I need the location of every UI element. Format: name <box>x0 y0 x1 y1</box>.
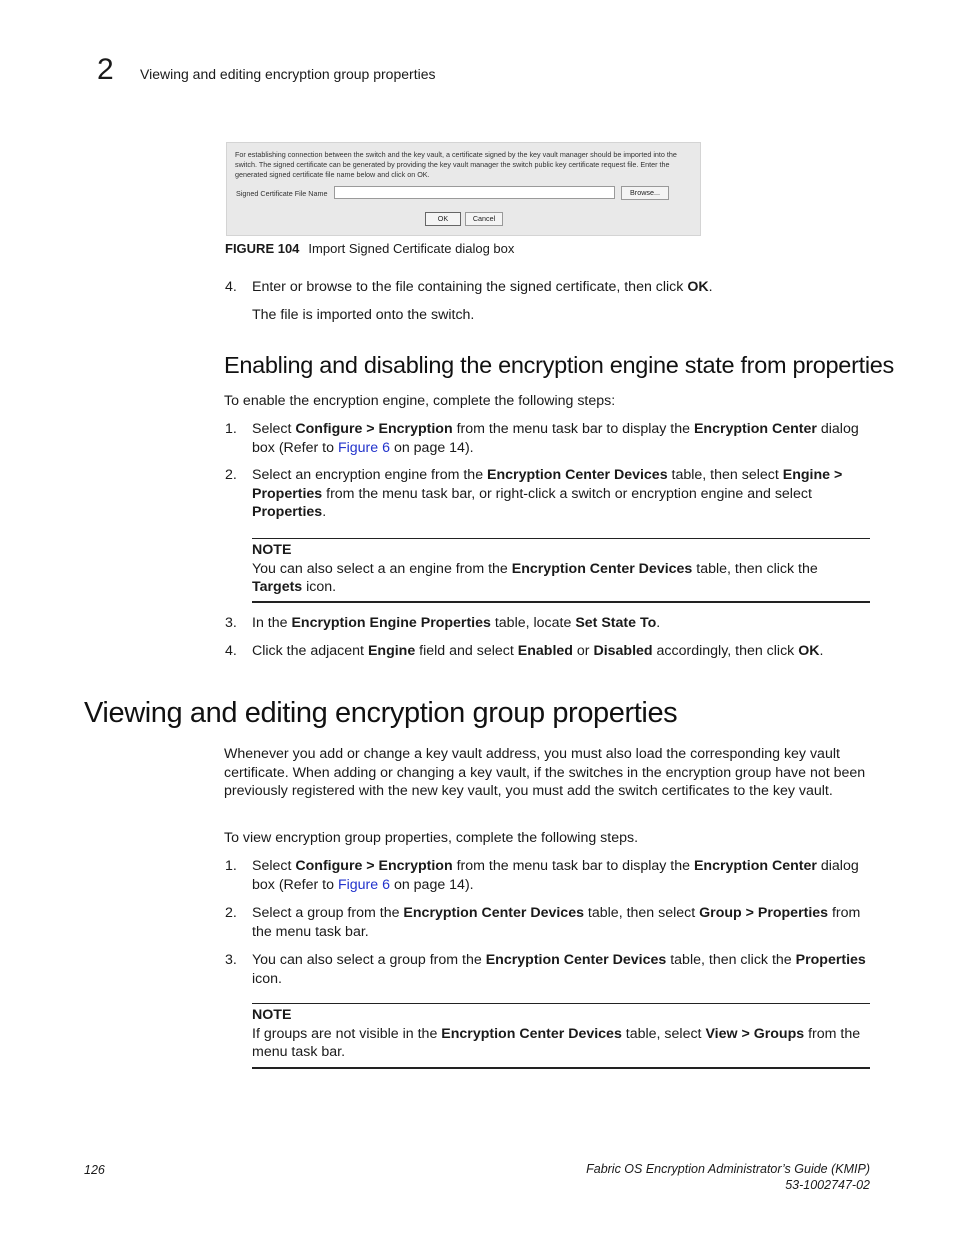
cancel-button[interactable]: Cancel <box>465 212 503 226</box>
import-certificate-dialog <box>226 142 701 236</box>
step-number: 1. <box>225 421 237 437</box>
page-number: 126 <box>84 1163 105 1177</box>
section-heading-group-properties: Viewing and editing encryption group properties <box>84 697 678 729</box>
step-text: Select a group from the Encryption Center Devices table, then select Group > Properties from the menu task bar. <box>252 905 861 940</box>
note-box <box>252 1003 870 1069</box>
file-name-input[interactable] <box>334 186 615 199</box>
note-box <box>252 538 870 603</box>
step-number: 2. <box>225 905 237 921</box>
step-text: Select Configure > Encryption from the menu task bar to display the Encryption Center dialog box (Refer to Figure 6 on page 14). <box>252 421 859 456</box>
step-number: 3. <box>225 615 237 631</box>
step-text: Select Configure > Encryption from the menu task bar to display the Encryption Center dialog box (Refer to Figure 6 on page 14). <box>252 858 859 893</box>
note-title: NOTE <box>252 542 292 558</box>
step-number: 4. <box>225 279 237 295</box>
note-title: NOTE <box>252 1007 292 1023</box>
figure-label: FIGURE 104 <box>225 241 300 256</box>
note-text: If groups are not visible in the Encryption Center Devices table, select View > Groups from the menu task bar. <box>252 1025 861 1060</box>
dialog-message: For establishing connection between the switch and the key vault, a certificate signed by the key vault manager should be imported into the switch. The signed certificate can be generated by providing the key vault manager the switch public key certificate request file. Enter the generated signed certificate file name below and click on OK. <box>235 150 677 179</box>
browse-button[interactable]: Browse... <box>621 186 669 200</box>
file-name-label: Signed Certificate File Name <box>236 189 328 198</box>
section-heading-engine-state: Enabling and disabling the encryption engine state from properties <box>224 352 894 378</box>
document-title: Fabric OS Encryption Administrator’s Guide (KMIP) <box>586 1162 870 1176</box>
figure-6-link[interactable]: Figure 6 <box>337 876 390 893</box>
step-number: 1. <box>225 858 237 874</box>
footer-doc-info <box>586 1161 870 1193</box>
step-text: In the Encryption Engine Properties table, locate Set State To. <box>252 615 661 631</box>
figure-caption-text: Import Signed Certificate dialog box <box>308 241 515 256</box>
step-number: 2. <box>225 467 237 483</box>
document-number: 53-1002747-02 <box>785 1178 870 1192</box>
step-number: 3. <box>225 952 237 968</box>
figure-6-link[interactable]: Figure 6 <box>337 439 390 456</box>
note-text: You can also select a an engine from the Encryption Center Devices table, then click the Targets icon. <box>252 560 818 595</box>
step-text: Click the adjacent Engine field and select Enabled or Disabled accordingly, then click OK. <box>252 643 824 659</box>
step-text: Select an encryption engine from the Encryption Center Devices table, then select Engine > Properties from the menu task bar, or right-click a switch or encryption engine and select Properties. <box>252 467 843 520</box>
section-intro: To enable the encryption engine, complete the following steps: <box>224 393 616 409</box>
step-text: You can also select a group from the Encryption Center Devices table, then click the Properties icon. <box>252 952 866 987</box>
figure-caption <box>225 240 514 259</box>
ok-button[interactable]: OK <box>425 212 461 226</box>
step-text: Enter or browse to the file containing the signed certificate, then click OK. <box>252 279 713 295</box>
group-steps-intro: To view encryption group properties, complete the following steps. <box>224 830 639 846</box>
step-number: 4. <box>225 643 237 659</box>
running-header: Viewing and editing encryption group properties <box>140 66 436 82</box>
step-result: The file is imported onto the switch. <box>252 307 475 323</box>
chapter-number: 2 <box>97 53 114 86</box>
group-intro-paragraph: Whenever you add or change a key vault address, you must also load the corresponding key vault certificate. When adding or changing a key vault, if the switches in the encryption group have not been previously registered with the new key vault, you must add the switch certificates to the key vault. <box>224 746 866 799</box>
